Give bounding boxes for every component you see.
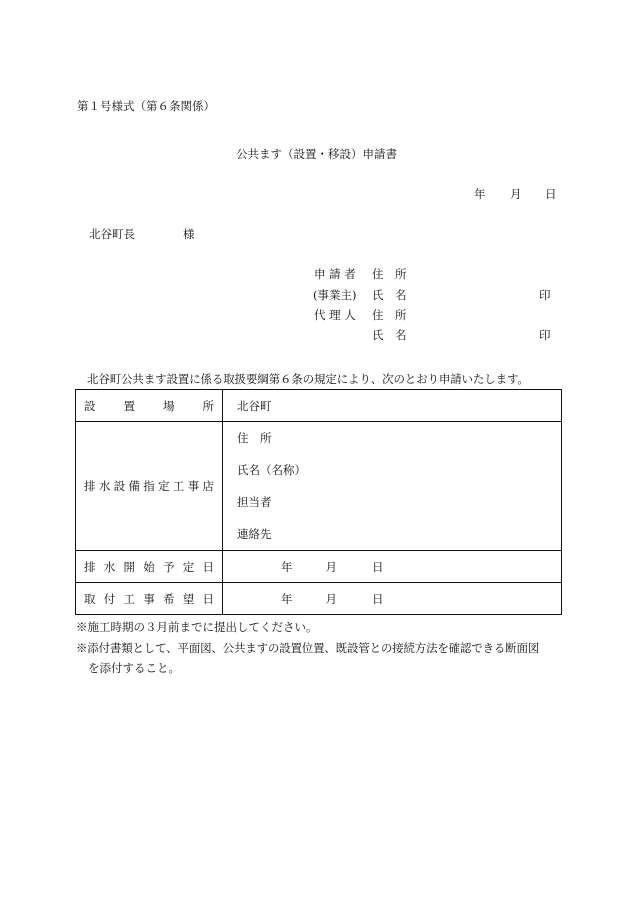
contractor-row: [76, 422, 562, 551]
intro-text: 北谷町公共ます設置に係る取扱要綱第６条の規定により、次のとおり申請いたします。: [87, 372, 529, 386]
contractor-person-label: 担当者: [237, 495, 272, 509]
applicant-name-label: 氏 名: [372, 288, 407, 302]
construction-label-cell: [76, 583, 223, 615]
location-value-cell[interactable]: [223, 390, 562, 422]
discharge-row: [76, 551, 562, 583]
applicant-sub-label: (事業主): [313, 288, 357, 302]
discharge-date-cell[interactable]: [223, 551, 562, 583]
location-label-cell: [76, 390, 223, 422]
contractor-label: 排 水 設 備 指 定 工 事 店: [84, 479, 214, 493]
location-value: 北谷町: [237, 398, 272, 413]
contractor-name-label: 氏名（名称）: [237, 463, 306, 477]
applicant-seal: 印: [539, 288, 551, 302]
construction-label: 取 付 工 事 希 望 日: [84, 591, 214, 606]
date-year: 年: [474, 187, 486, 201]
discharge-month: 月: [325, 559, 337, 574]
construction-date: [223, 591, 561, 607]
contractor-value-cell[interactable]: [223, 422, 562, 551]
contractor-contact-label: 連絡先: [237, 527, 272, 541]
construction-month: 月: [325, 591, 337, 606]
agent-seal: 印: [539, 328, 551, 342]
construction-date-cell[interactable]: [223, 583, 562, 615]
discharge-label-cell: [76, 551, 223, 583]
construction-year: 年: [281, 591, 293, 606]
agent-address-label: 住 所: [372, 308, 407, 322]
location-label: 設 置 場 所: [84, 398, 214, 413]
form-title: 公共ます（設置・移設）申請書: [236, 147, 397, 161]
agent-role-label: 代 理 人: [314, 308, 356, 322]
note-attachments-cont: を添付すること。: [88, 661, 180, 675]
addressee: 北谷町長: [89, 227, 135, 241]
construction-row: [76, 583, 562, 615]
agent-name-label: 氏 名: [372, 328, 407, 342]
note-deadline: ※施工時期の３月前までに提出してください。: [76, 620, 318, 634]
contractor-address-label: 住 所: [237, 431, 272, 445]
form-number: 第１号様式（第６条関係）: [77, 99, 215, 113]
note-attachments: ※添付書類として、平面図、公共ますの設置位置、既設管との接続方法を確認できる断面図: [76, 641, 540, 655]
location-row: [76, 390, 562, 422]
applicant-role-label: 申 請 者: [314, 267, 356, 281]
date-day: 日: [545, 187, 557, 201]
applicant-address-label: 住 所: [372, 267, 407, 281]
honorific: 様: [183, 227, 195, 241]
discharge-day: 日: [372, 559, 384, 574]
discharge-label: 排 水 開 始 予 定 日: [84, 559, 214, 574]
discharge-year: 年: [281, 559, 293, 574]
construction-day: 日: [372, 591, 384, 606]
contractor-fields: [223, 422, 561, 550]
application-table: [75, 389, 562, 615]
contractor-label-cell: [76, 422, 223, 551]
date-month: 月: [510, 187, 522, 201]
discharge-date: [223, 559, 561, 575]
